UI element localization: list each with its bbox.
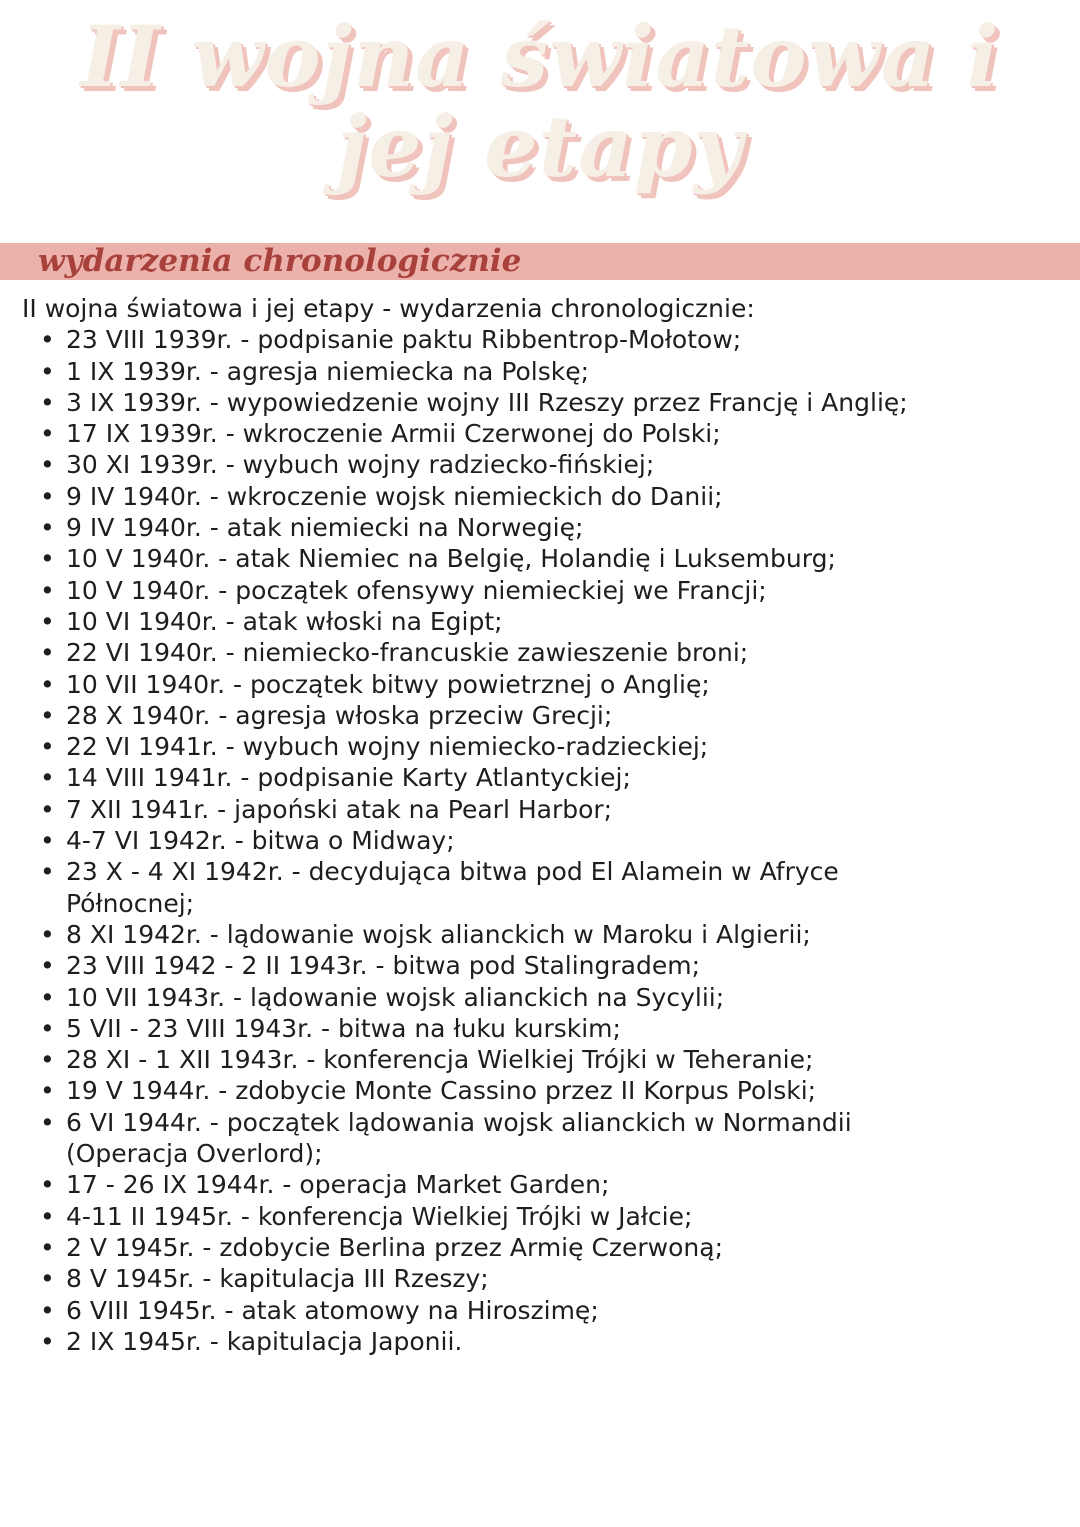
list-item [22,950,1052,981]
list-item [22,669,1052,700]
event-text: 23 VIII 1942 - 2 II 1943r. - bitwa pod Stalingradem; [66,951,701,981]
bullet-icon: • [40,606,55,636]
event-text: 17 IX 1939r. - wkroczenie Armii Czerwonej do Polski; [66,419,721,449]
list-item [22,481,1052,512]
bullet-icon: • [40,1013,55,1043]
bullet-icon: • [40,982,55,1012]
bullet-icon: • [40,1170,55,1200]
event-text: 6 VI 1944r. - początek lądowania wojsk alianckich w Normandii (Operacja Overlord); [66,1107,852,1169]
event-text: 3 IX 1939r. - wypowiedzenie wojny III Rzeszy przez Francję i Anglię; [66,387,908,417]
bullet-icon: • [40,857,55,887]
event-text: 23 VIII 1939r. - podpisanie paktu Ribbentrop-Mołotow; [66,325,742,355]
bullet-icon: • [40,1326,55,1356]
bullet-icon: • [40,1045,55,1075]
bullet-icon: • [40,419,55,449]
list-item [22,1326,1052,1357]
bullet-icon: • [40,1107,55,1137]
list-item [22,700,1052,731]
list-item [22,856,1052,919]
event-text: 6 VIII 1945r. - atak atomowy na Hiroszimę; [66,1295,599,1325]
list-item [22,449,1052,480]
list-item [22,1107,1052,1170]
list-item [22,1295,1052,1326]
list-item [22,1232,1052,1263]
event-text: 9 IV 1940r. - atak niemiecki na Norwegię; [66,513,584,543]
bullet-icon: • [40,638,55,668]
event-text: 1 IX 1939r. - agresja niemiecka na Polskę; [66,356,590,386]
section-heading: wydarzenia chronologicznie [38,243,522,279]
event-text: 17 - 26 IX 1944r. - operacja Market Garden; [66,1170,610,1200]
bullet-icon: • [40,732,55,762]
list-item [22,919,1052,950]
bullet-icon: • [40,763,55,793]
page-title-line-2: jej etapy [336,97,744,196]
page-title-line-1: II wojna światowa i [80,7,1000,106]
page-title [0,7,1080,196]
events-list [22,324,1052,1357]
bullet-icon: • [40,544,55,574]
list-item [22,575,1052,606]
bullet-icon: • [40,1295,55,1325]
event-text: 2 V 1945r. - zdobycie Berlina przez Armię Czerwoną; [66,1232,724,1262]
bullet-icon: • [40,1076,55,1106]
event-text: 10 VI 1940r. - atak włoski na Egipt; [66,606,503,636]
bullet-icon: • [40,387,55,417]
bullet-icon: • [40,1232,55,1262]
bullet-icon: • [40,1201,55,1231]
event-text: 5 VII - 23 VIII 1943r. - bitwa na łuku kurskim; [66,1013,621,1043]
event-text: 10 V 1940r. - początek ofensywy niemieckiej we Francji; [66,575,767,605]
event-text: 28 X 1940r. - agresja włoska przeciw Grecji; [66,700,613,730]
list-item [22,543,1052,574]
section-header-bar [0,243,1080,280]
event-text: 10 VII 1943r. - lądowanie wojsk alianckich na Sycylii; [66,982,725,1012]
bullet-icon: • [40,669,55,699]
bullet-icon: • [40,481,55,511]
bullet-icon: • [40,450,55,480]
list-item [22,606,1052,637]
event-text: 8 V 1945r. - kapitulacja III Rzeszy; [66,1264,489,1294]
bullet-icon: • [40,325,55,355]
event-text: 7 XII 1941r. - japoński atak na Pearl Harbor; [66,794,613,824]
list-item [22,418,1052,449]
list-item [22,1201,1052,1232]
bullet-icon: • [40,513,55,543]
event-text: 14 VIII 1941r. - podpisanie Karty Atlantyckiej; [66,763,631,793]
event-text: 19 V 1944r. - zdobycie Monte Cassino przez II Korpus Polski; [66,1076,817,1106]
bullet-icon: • [40,356,55,386]
list-item [22,1263,1052,1294]
event-text: 30 XI 1939r. - wybuch wojny radziecko-fińskiej; [66,450,655,480]
list-item [22,1013,1052,1044]
document-body [22,293,1052,1357]
bullet-icon: • [40,826,55,856]
event-text: 28 XI - 1 XII 1943r. - konferencja Wielkiej Trójki w Teheranie; [66,1045,814,1075]
bullet-icon: • [40,1264,55,1294]
event-text: 22 VI 1941r. - wybuch wojny niemiecko-radzieckiej; [66,732,709,762]
list-item [22,512,1052,543]
event-text: 9 IV 1940r. - wkroczenie wojsk niemieckich do Danii; [66,481,723,511]
event-text: 4-11 II 1945r. - konferencja Wielkiej Trójki w Jałcie; [66,1201,693,1231]
bullet-icon: • [40,951,55,981]
intro-text: II wojna światowa i jej etapy - wydarzenia chronologicznie: [22,294,755,323]
event-text: 8 XI 1942r. - lądowanie wojsk alianckich w Maroku i Algierii; [66,919,811,949]
event-text: 10 VII 1940r. - początek bitwy powietrznej o Anglię; [66,669,710,699]
list-item [22,1044,1052,1075]
event-text: 2 IX 1945r. - kapitulacja Japonii. [66,1326,463,1356]
list-item [22,762,1052,793]
list-item [22,324,1052,355]
event-text: 22 VI 1940r. - niemiecko-francuskie zawieszenie broni; [66,638,749,668]
list-item [22,825,1052,856]
list-item [22,1169,1052,1200]
list-item [22,731,1052,762]
list-item [22,1075,1052,1106]
list-item [22,387,1052,418]
event-text: 23 X - 4 XI 1942r. - decydująca bitwa pod El Alamein w Afryce Północnej; [66,857,839,918]
list-item [22,794,1052,825]
event-text: 10 V 1940r. - atak Niemiec na Belgię, Holandię i Luksemburg; [66,544,836,574]
bullet-icon: • [40,575,55,605]
event-text: 4-7 VI 1942r. - bitwa o Midway; [66,826,455,856]
bullet-icon: • [40,700,55,730]
list-item [22,356,1052,387]
list-item [22,982,1052,1013]
list-item [22,637,1052,668]
bullet-icon: • [40,794,55,824]
bullet-icon: • [40,919,55,949]
